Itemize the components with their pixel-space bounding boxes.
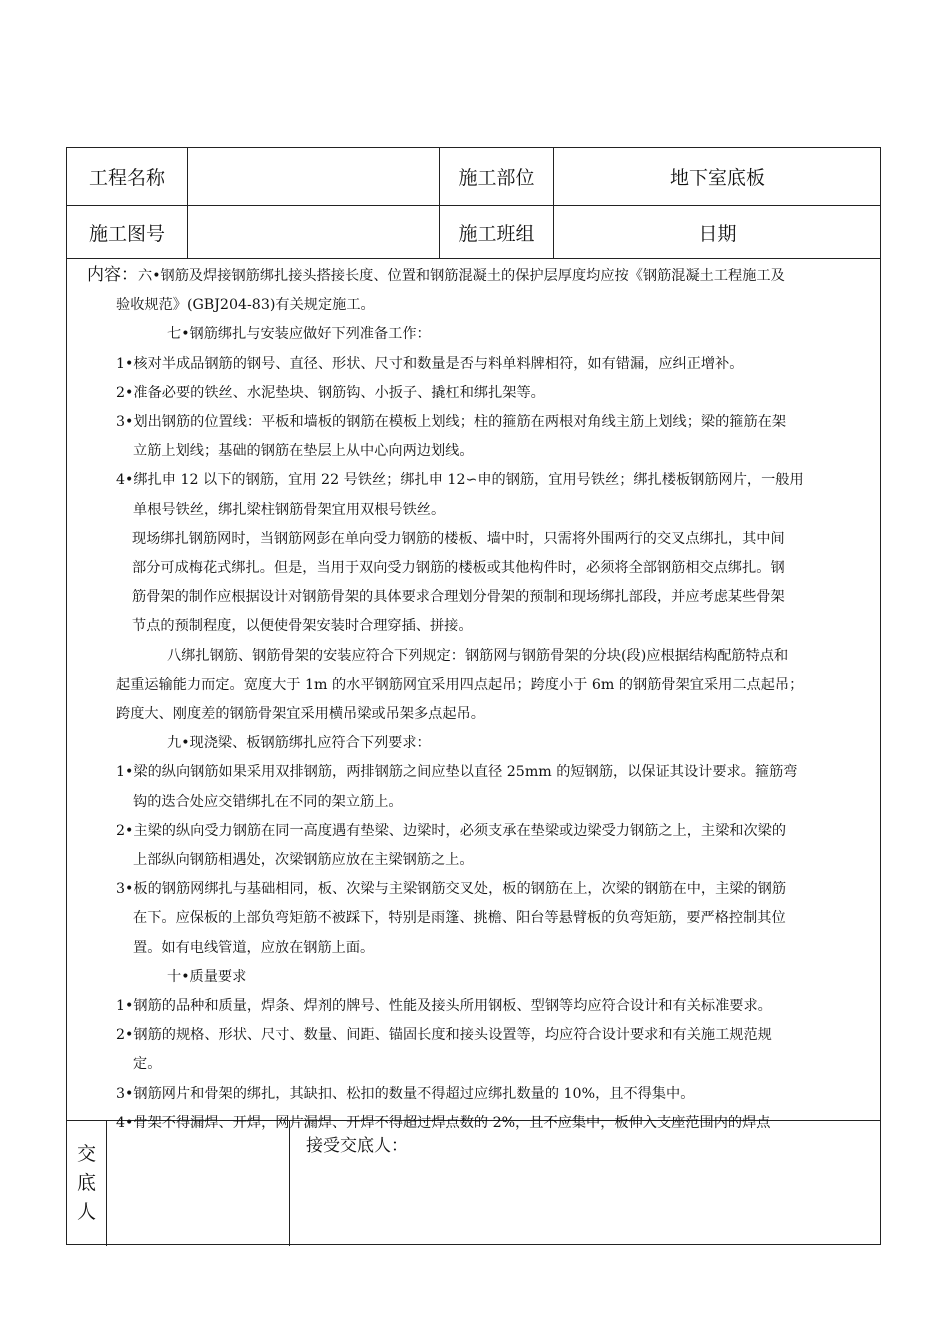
s7-item-3-line-1: 3•划出钢筋的位置线：平板和墙板的钢筋在模板上划线；柱的箍筋在两根对角线主筋上划线；梁的箍筋在架 [116,414,787,431]
section-seven-title: 七•钢筋绑扎与安装应做好下列准备工作： [167,326,431,343]
s7-block-line-1: 现场绑扎钢筋网时，当钢筋网彭在单向受力钢筋的楼板、墙中时，只需将外围两行的交叉点绑扎，其中间 [132,530,785,547]
section-six-text: 六•钢筋及焊接钢筋绑扎接头搭接长度、位置和钢筋混凝土的保护层厚度均应按《钢筋混凝土工程施工及 [138,268,785,284]
s8-line-2: 起重运输能力而定。宽度大于 1m 的水平钢筋网宜采用四点起吊；跨度小于 6m 的钢筋骨架宜采用二点起吊； [116,676,804,693]
s9-item-2-line-1: 2•主梁的纵向受力钢筋在同一高度遇有垫梁、边梁时，必须支承在垫梁或边梁受力钢筋之上，主梁和次梁的 [116,822,787,839]
s7-item-4-line-2: 单根号铁丝，绑扎梁柱钢筋骨架宜用双根号铁丝。 [133,501,446,518]
discloser-char-3: 人 [76,1201,96,1223]
content-text [87,261,877,1138]
header-row-2 [67,206,880,259]
s9-item-1-line-2: 钩的迭合处应交错绑扎在不同的架立筋上。 [133,793,403,810]
discloser-signature-field[interactable] [107,1121,290,1246]
content-section [67,259,880,1131]
s9-item-1-line-1: 1•梁的纵向钢筋如果采用双排钢筋，两排钢筋之间应垫以直径 25mm 的短钢筋，以保证其设计要求。箍筋弯 [116,764,798,781]
construction-part-value[interactable]: 地下室底板 [669,167,765,189]
drawing-number-label: 施工图号 [67,206,188,258]
section-six-line-1 [87,261,877,291]
construction-part-label: 施工部位 [440,148,554,205]
s10-item-1: 1•钢筋的品种和质量，焊条、焊剂的牌号、性能及接头所用钢板、型钢等均应符合设计和有关标准要求。 [116,998,772,1015]
discloser-label [67,1121,107,1246]
crew-label: 施工班组 [440,206,554,258]
s9-item-3-line-2: 在下。应保板的上部负弯矩筋不被踩下，特别是雨篷、挑檐、阳台等悬臂板的负弯矩筋，要严格控制其位 [133,910,786,927]
discloser-char-1: 交 [76,1143,96,1165]
s9-item-3-line-1: 3•板的钢筋网绑扎与基础相同，板、次梁与主梁钢筋交叉处，板的钢筋在上，次梁的钢筋在中，主梁的钢筋 [116,881,787,898]
s7-item-2: 2•准备必要的铁丝、水泥垫块、钢筋钩、小扳子、撬杠和绑扎架等。 [116,384,545,401]
s8-line-1: 八绑扎钢筋、钢筋骨架的安装应符合下列规定：钢筋网与钢筋骨架的分块(段)应根据结构配筋特点和 [167,647,789,664]
section-ten-title: 十•质量要求 [167,968,247,985]
s7-item-1: 1•核对半成品钢筋的钢号、直径、形状、尺寸和数量是否与料单料牌相符，如有错漏，应纠正增补。 [116,355,744,372]
discloser-char-2: 底 [76,1172,96,1194]
receiver-label: 接受交底人： [306,1136,408,1156]
s10-item-2-line-2: 定。 [133,1056,162,1073]
s7-item-3-line-2: 立筋上划线；基础的钢筋在垫层上从中心向两边划线。 [133,443,474,460]
drawing-number-value[interactable] [188,206,440,258]
signature-row [67,1121,880,1246]
s10-item-2-line-1: 2•钢筋的规格、形状、尺寸、数量、间距、锚固长度和接头设置等，均应符合设计要求和有关施工规范规 [116,1027,772,1044]
s7-block-line-4: 节点的预制程度，以便使骨架安装时合理穿插、拼接。 [132,618,473,635]
s7-block-line-3: 筋骨架的制作应根据设计对钢筋骨架的具体要求合理划分骨架的预制和现场绑扎部段，并应考虑某些骨架 [132,589,785,606]
project-name-label: 工程名称 [67,148,188,205]
s10-item-3: 3•钢筋网片和骨架的绑扎，其缺扣、松扣的数量不得超过应绑扎数量的 10%，且不得集中。 [116,1085,695,1102]
s7-item-4-line-1: 4•绑扎申 12 以下的钢筋，宜用 22 号铁丝；绑扎申 12∽申的钢筋，宜用号铁丝；绑扎楼板钢筋网片，一般用 [116,472,804,489]
s7-block-line-2: 部分可成梅花式绑扎。但是，当用于双向受力钢筋的楼板或其他构件时，必须将全部钢筋相交点绑扎。钢 [132,560,785,577]
section-six-line-2: 验收规范》(GBJ204-83)有关规定施工。 [116,297,375,314]
date-label[interactable]: 日期 [698,222,737,245]
project-name-value[interactable] [188,148,440,205]
header-row-1 [67,148,880,206]
s9-item-3-line-3: 置。如有电线管道，应放在钢筋上面。 [133,939,375,956]
disclosure-form [66,147,881,1245]
receiver-signature-field[interactable] [290,1121,880,1246]
section-nine-title: 九•现浇梁、板钢筋绑扎应符合下列要求： [167,735,431,752]
content-label: 内容： [87,265,138,285]
s10-item-4-partial: 4•骨架不得漏焊、开焊，网片漏焊、开焊不得超过焊点数的 2%，且不应集中，板伸入支座范围内的焊点 [116,1114,771,1131]
s9-item-2-line-2: 上部纵向钢筋相遇处，次梁钢筋应放在主梁钢筋之上。 [133,852,474,869]
s8-line-3: 跨度大、刚度差的钢筋骨架宜采用横吊梁或吊架多点起吊。 [116,706,485,723]
